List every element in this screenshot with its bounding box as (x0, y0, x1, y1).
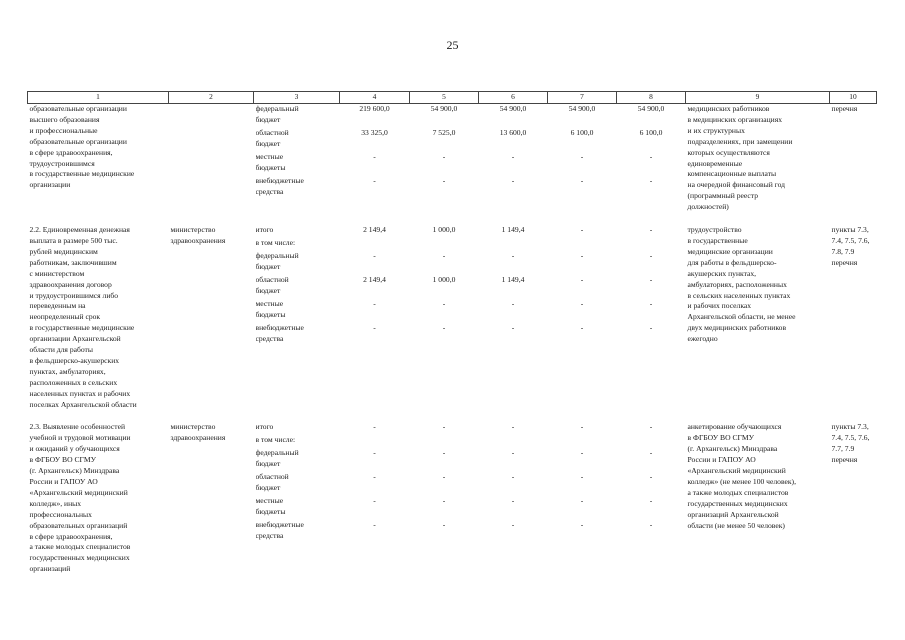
page-number: 25 (446, 38, 459, 52)
funding-amount: - (373, 448, 376, 458)
funding-amount: - (580, 496, 584, 506)
funding-source: местные бюджеты (255, 152, 286, 172)
column-number: 5 (410, 92, 479, 104)
amount-cell (410, 422, 479, 575)
funding-amount: 54 900,0 (568, 104, 596, 113)
funding-amount: 6 100,0 (570, 128, 594, 137)
funding-amount: - (580, 472, 584, 482)
funding-amount: - (511, 323, 515, 333)
column-number: 4 (340, 92, 410, 104)
funding-source: областной бюджет (255, 275, 289, 295)
funding-amount: - (373, 422, 376, 432)
funding-amount: 2 149,4 (363, 225, 386, 235)
program-activities-table (27, 91, 877, 575)
column-number: 7 (548, 92, 617, 104)
amount-cell (548, 104, 617, 214)
executor-cell (169, 104, 254, 214)
funding-amount (619, 238, 684, 251)
funding-source: в том числе: (255, 238, 296, 248)
funding-amount: - (580, 225, 584, 235)
funding-amount: 2 149,4 (363, 275, 386, 285)
funding-amount: - (442, 299, 446, 309)
funding-amount: - (373, 152, 376, 161)
amount-cell (548, 225, 617, 410)
activity-name-cell: 2.3. Выявление особенностей учебной и трудовой мотивации и ожиданий у обучающихся в ФГБОУ ВО СГМУ (г. Архангельск) Минздрава России и ГАПОУ АО «Архангельский медицинский колледж», иных профессиональных образовательных организаций в сфере здравоохранения, а также молодых специалистов государственных медицинских организаций (29, 422, 131, 574)
funding-source: итого (255, 225, 274, 235)
column-number: 3 (254, 92, 340, 104)
funding-amount: - (442, 520, 446, 530)
funding-amount: 54 900,0 (430, 104, 458, 113)
column-number: 2 (169, 92, 254, 104)
funding-amount: - (442, 323, 446, 333)
funding-source-cell (254, 225, 340, 410)
amount-cell (410, 225, 479, 410)
funding-amount: - (442, 496, 446, 506)
funding-amount: - (580, 422, 584, 432)
column-number: 1 (28, 92, 169, 104)
funding-amount (550, 238, 615, 251)
funding-amount: - (649, 472, 653, 482)
funding-amount: - (511, 520, 515, 530)
funding-amount (342, 435, 408, 448)
column-number-row (28, 92, 877, 104)
funding-amount: - (511, 496, 515, 506)
funding-amount: 54 900,0 (499, 104, 527, 113)
funding-amount: - (511, 176, 515, 185)
funding-source: в том числе: (255, 435, 296, 445)
funding-amount: - (580, 323, 584, 333)
funding-amount: 33 325,0 (361, 128, 388, 137)
amount-cell (340, 422, 410, 575)
funding-amount: - (580, 176, 584, 185)
funding-amount: - (442, 422, 446, 432)
funding-amount: - (373, 251, 376, 261)
funding-amount: - (649, 152, 653, 161)
spacer-cell (28, 410, 877, 422)
funding-amount: - (511, 448, 515, 458)
amount-cell (617, 422, 686, 575)
funding-amount: - (580, 251, 584, 261)
funding-amount: 1 000,0 (432, 275, 456, 285)
funding-amount: - (649, 448, 653, 458)
funding-amount: - (442, 251, 446, 261)
funding-source-cell (254, 104, 340, 214)
funding-amount: - (580, 275, 584, 285)
spacer-cell (28, 213, 877, 225)
executor-cell: министерство здравоохранения (170, 422, 226, 443)
funding-amount: - (373, 472, 376, 482)
column-number: 9 (686, 92, 830, 104)
reference-cell: перечня (831, 104, 858, 113)
activity-row (28, 422, 877, 575)
funding-amount: - (580, 299, 584, 309)
amount-cell (410, 104, 479, 214)
funding-amount: - (373, 176, 376, 185)
funding-source: федеральный бюджет (255, 448, 299, 469)
funding-amount: 1 149,4 (501, 225, 525, 235)
funding-amount: - (580, 152, 584, 161)
funding-amount: - (373, 323, 376, 333)
funding-amount: 1 149,4 (501, 275, 525, 285)
amount-cell (479, 104, 548, 214)
funding-amount: - (649, 520, 653, 530)
funding-amount: - (373, 496, 376, 506)
funding-amount: - (373, 299, 376, 309)
funding-source: областной бюджет (255, 128, 289, 148)
amount-cell (479, 422, 548, 575)
funding-amount: - (649, 323, 653, 333)
amount-cell (340, 225, 410, 410)
funding-amount: - (511, 472, 515, 482)
funding-source: внебюджетные средства (255, 520, 304, 541)
funding-amount: - (442, 448, 446, 458)
funding-amount: - (580, 448, 584, 458)
funding-amount: - (442, 176, 446, 185)
funding-amount (481, 435, 546, 448)
executor-cell: министерство здравоохранения (170, 225, 226, 245)
funding-amount: - (649, 496, 653, 506)
activity-row (28, 225, 877, 410)
funding-amount: - (649, 225, 653, 235)
funding-amount: - (511, 251, 515, 261)
amount-cell (617, 225, 686, 410)
funding-amount: - (649, 422, 653, 432)
amount-cell (617, 104, 686, 214)
funding-amount: - (649, 299, 653, 309)
amount-cell (479, 225, 548, 410)
funding-amount: - (442, 152, 446, 161)
funding-amount: - (373, 520, 376, 530)
funding-amount: - (649, 275, 653, 285)
funding-amount (412, 238, 477, 251)
column-number: 8 (617, 92, 686, 104)
funding-amount: 1 000,0 (432, 225, 456, 235)
funding-amount (550, 435, 615, 448)
funding-amount: 219 600,0 (359, 104, 390, 113)
funding-amount: 6 100,0 (639, 128, 663, 137)
activity-row (28, 104, 877, 214)
funding-amount: - (649, 176, 653, 185)
table-body (28, 104, 877, 576)
funding-amount: 7 525,0 (432, 128, 456, 137)
funding-amount (342, 238, 408, 251)
column-number: 6 (479, 92, 548, 104)
reference-cell: пункты 7.3, 7.4, 7.5, 7.6, 7.8, 7.9 перечня (831, 225, 870, 267)
activity-name-cell: образовательные организации высшего образования и профессиональные образовательные организации в сфере здравоохранения, трудоустроившимся в государственные медицинские организации (29, 104, 135, 190)
funding-source: местные бюджеты (255, 496, 286, 517)
funding-source: областной бюджет (255, 472, 289, 493)
expected-result-cell: трудоустройство в государственные медицинские организации для работы в фельдшерско- акушерских пунктах, амбулаториях, расположенных в сельских населенных пунктах и рабочих поселках Архангельской области, не менее двух медицинских работников ежегодно (687, 225, 796, 344)
funding-amount: 54 900,0 (637, 104, 665, 113)
row-spacer (28, 213, 877, 225)
amount-cell (548, 422, 617, 575)
funding-source: местные бюджеты (255, 299, 286, 319)
funding-amount: - (511, 152, 515, 161)
funding-amount (619, 435, 684, 448)
amount-cell (340, 104, 410, 214)
funding-amount: - (511, 299, 515, 309)
funding-source: внебюджетные средства (255, 323, 304, 343)
funding-amount: - (442, 472, 446, 482)
funding-amount: - (511, 422, 515, 432)
funding-source: внебюджетные средства (255, 176, 304, 196)
funding-amount: 13 600,0 (499, 128, 527, 137)
reference-cell: пункты 7.3, 7.4, 7.5, 7.6, 7.7, 7.9 перечня (831, 422, 870, 465)
funding-amount (481, 238, 546, 251)
activity-name-cell: 2.2. Единовременная денежная выплата в размере 500 тыс. рублей медицинским работникам, заключившим с министерством здравоохранения договор и трудоустроившимся либо переведенным на неопределенный срок в государственные медицинские организации Архангельской области для работы в фельдшерско-акушерских пунктах, амбулаториях, расположенных в сельских населенных пунктах и рабочих поселках Архангельской области (29, 225, 137, 409)
funding-amount: - (580, 520, 584, 530)
column-number: 10 (830, 92, 877, 104)
funding-amount (412, 435, 477, 448)
row-spacer (28, 410, 877, 422)
funding-amount: - (649, 251, 653, 261)
funding-source: федеральный бюджет (255, 251, 299, 271)
funding-source: федеральный бюджет (255, 104, 299, 124)
expected-result-cell: анкетирование обучающихся в ФГБОУ ВО СГМУ (г. Архангельск) Минздрава России и ГАПОУ АО «Архангельский медицинский колледж» (не менее 100 человек), а также молодых специалистов государственных медицинских организаций Архангельской области (не менее 50 человек) (687, 422, 796, 530)
funding-source-cell (254, 422, 340, 575)
funding-source: итого (255, 422, 274, 432)
expected-result-cell: медицинских работников в медицинских организациях и их структурных подразделениях, при замещении которых осуществляются единовременные компенсационные выплаты на очередной финансовый год (программный реестр должностей) (687, 104, 793, 212)
